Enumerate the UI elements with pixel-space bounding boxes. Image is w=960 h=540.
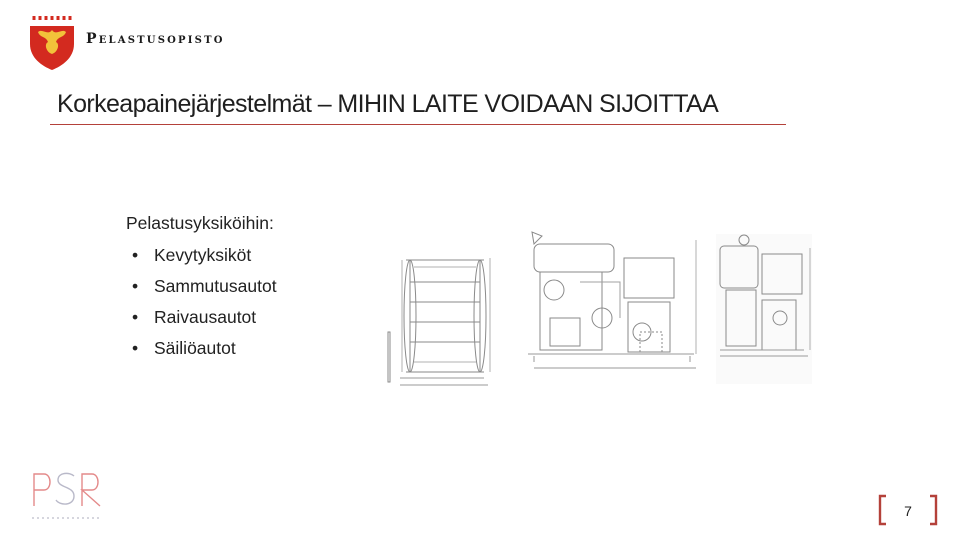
front-view-drawing (528, 232, 696, 368)
list-item (132, 271, 277, 302)
list-item (132, 302, 277, 333)
list-item-label: Raivausautot (154, 307, 257, 327)
organization-logo (28, 14, 268, 72)
technical-drawing (384, 222, 820, 390)
content-list (126, 213, 277, 364)
page-number: 7 (904, 503, 912, 519)
bullet-icon: • (132, 338, 139, 358)
bullet-list (126, 240, 277, 364)
list-item (132, 333, 277, 364)
bullet-icon: • (132, 307, 139, 327)
list-item-label: Sammutusautot (154, 276, 277, 296)
list-item-label: Kevytyksiköt (154, 245, 252, 265)
list-heading: Pelastusyksiköihin: (126, 213, 274, 233)
slide-title: Korkeapainejärjestelmät – MIHIN LAITE VOIDAAN SIJOITTAA (57, 90, 719, 118)
side-view-drawing (388, 258, 490, 385)
psr-logo (30, 470, 110, 524)
organization-name: Pelastusopisto (86, 31, 225, 47)
rear-view-drawing (716, 234, 812, 384)
bullet-icon: • (132, 276, 139, 296)
list-item (132, 240, 277, 271)
list-item-label: Säiliöautot (154, 338, 236, 358)
title-underline (50, 124, 786, 125)
coat-of-arms-icon (28, 14, 76, 72)
bullet-icon: • (132, 245, 139, 265)
